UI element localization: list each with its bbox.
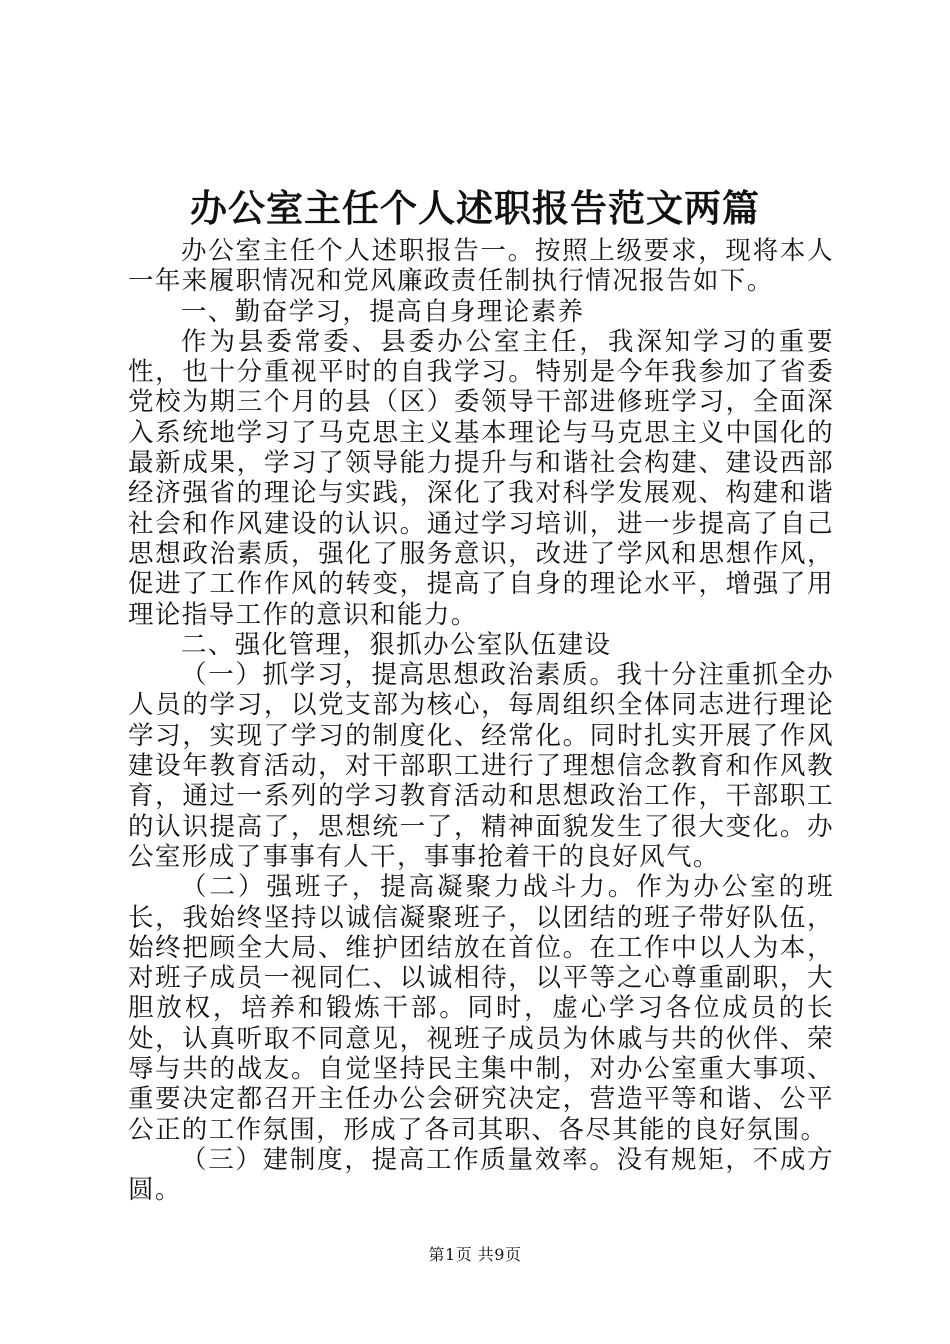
paragraph-intro: 办公室主任个人述职报告一。按照上级要求，现将本人一年来履职情况和党风廉政责任制执行情况报告如下。 [128,236,834,297]
paragraph-study: 作为县委常委、县委办公室主任，我深知学习的重要性，也十分重视平时的自我学习。特别是今年我参加了省委党校为期三个月的县（区）委领导干部进修班学习，全面深入系统地学习了马克思主义基本理论与马克思主义中国化的最新成果，学习了领导能力提升与和谐社会构建、建设西部经济强省的理论与实践，深化了我对科学发展观、构建和谐社会和作风建设的认识。通过学习培训，进一步提高了自己思想政治素质，强化了服务意识，改进了学风和思想作风，促进了工作作风的转变，提高了自身的理论水平，增强了用理论指导工作的意识和能力。 [128,326,834,630]
page-footer: 第1页 共9页 [428,1245,522,1264]
paragraph-subsection-1: （一）抓学习，提高思想政治素质。我十分注重抓全办人员的学习，以党支部为核心，每周组织全体同志进行理论学习，实现了学习的制度化、经常化。同时扎实开展了作风建设年教育活动，对干部职工进行了理想信念教育和作风教育，通过一系列的学习教育活动和思想政治工作，干部职工的认识提高了，思想统一了，精神面貌发生了很大变化。办公室形成了事事有人干，事事抢着干的良好风气。 [128,660,834,872]
document-title: 办公室主任个人述职报告范文两篇 [190,186,760,230]
paragraph-subsection-2: （二）强班子，提高凝聚力战斗力。作为办公室的班长，我始终坚持以诚信凝聚班子，以团结的班子带好队伍，始终把顾全大局、维护团结放在首位。在工作中以人为本，对班子成员一视同仁、以诚相待，以平等之心尊重副职，大胆放权，培养和锻炼干部。同时，虚心学习各位成员的长处，认真听取不同意见，视班子成员为休戚与共的伙伴、荣辱与共的战友。自觉坚持民主集中制，对办公室重大事项、重要决定都召开主任办公会研究决定，营造平等和谐、公平公正的工作氛围，形成了各司其职、各尽其能的良好氛围。 [128,872,834,1145]
paragraph-subsection-3: （三）建制度，提高工作质量效率。没有规矩，不成方圆。 [128,1144,834,1206]
section-heading-1: 一、勤奋学习，提高自身理论素养 [181,296,585,327]
document-body [128,236,834,1206]
section-heading-2: 二、强化管理，狠抓办公室队伍建设 [181,629,612,660]
